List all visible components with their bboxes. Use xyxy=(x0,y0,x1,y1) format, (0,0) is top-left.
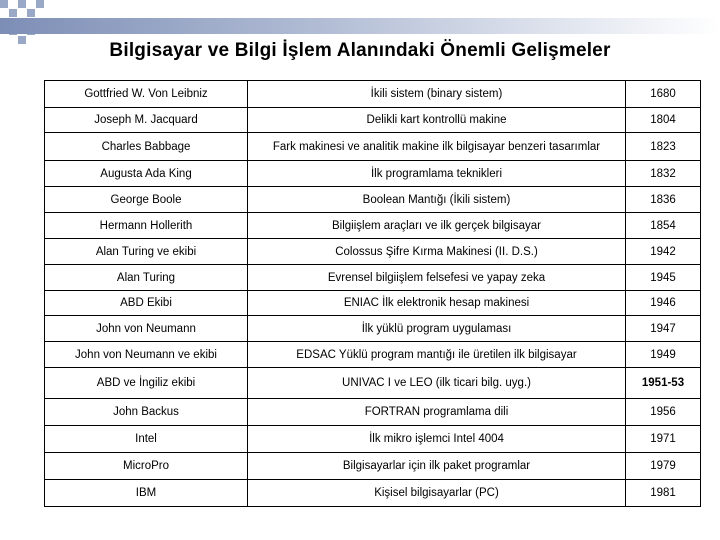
person-cell: John Backus xyxy=(45,399,248,426)
event-cell: İkili sistem (binary sistem) xyxy=(248,81,626,108)
event-cell: İlk yüklü program uygulaması xyxy=(248,316,626,342)
person-cell: Charles Babbage xyxy=(45,133,248,161)
person-cell: Hermann Hollerith xyxy=(45,213,248,239)
event-cell: Colossus Şifre Kırma Makinesi (II. D.S.) xyxy=(248,239,626,265)
person-cell: Alan Turing xyxy=(45,265,248,291)
event-cell: İlk mikro işlemci Intel 4004 xyxy=(248,426,626,453)
event-cell: ENIAC İlk elektronik hesap makinesi xyxy=(248,291,626,316)
table-row xyxy=(45,213,701,239)
table-row xyxy=(45,133,701,161)
person-cell: John von Neumann xyxy=(45,316,248,342)
year-cell: 1823 xyxy=(626,133,701,161)
event-cell: Bilgisayarlar için ilk paket programlar xyxy=(248,453,626,480)
event-cell: Fark makinesi ve analitik makine ilk bilgisayar benzeri tasarımlar xyxy=(248,133,626,161)
event-cell: Kişisel bilgisayarlar (PC) xyxy=(248,480,626,507)
person-cell: George Boole xyxy=(45,187,248,213)
table-row xyxy=(45,239,701,265)
milestones-table xyxy=(44,80,701,507)
year-cell: 1979 xyxy=(626,453,701,480)
event-cell: Evrensel bilgiişlem felsefesi ve yapay zeka xyxy=(248,265,626,291)
year-cell: 1804 xyxy=(626,108,701,133)
year-cell: 1951-53 xyxy=(626,368,701,399)
table-row xyxy=(45,316,701,342)
person-cell: ABD Ekibi xyxy=(45,291,248,316)
grid-square xyxy=(36,0,44,8)
event-cell: Bilgiişlem araçları ve ilk gerçek bilgisayar xyxy=(248,213,626,239)
table-row xyxy=(45,480,701,507)
event-cell: FORTRAN programlama dili xyxy=(248,399,626,426)
person-cell: MicroPro xyxy=(45,453,248,480)
table-row xyxy=(45,453,701,480)
year-cell: 1956 xyxy=(626,399,701,426)
table-row xyxy=(45,187,701,213)
grid-square xyxy=(9,9,17,17)
event-cell: İlk programlama teknikleri xyxy=(248,161,626,187)
person-cell: Joseph M. Jacquard xyxy=(45,108,248,133)
grid-square xyxy=(27,9,35,17)
event-cell: Boolean Mantığı (İkili sistem) xyxy=(248,187,626,213)
table-row xyxy=(45,368,701,399)
person-cell: John von Neumann ve ekibi xyxy=(45,342,248,368)
year-cell: 1947 xyxy=(626,316,701,342)
event-cell: EDSAC Yüklü program mantığı ile üretilen ilk bilgisayar xyxy=(248,342,626,368)
table-row xyxy=(45,161,701,187)
table-row xyxy=(45,426,701,453)
event-cell: Delikli kart kontrollü makine xyxy=(248,108,626,133)
table-row xyxy=(45,342,701,368)
year-cell: 1945 xyxy=(626,265,701,291)
person-cell: IBM xyxy=(45,480,248,507)
year-cell: 1832 xyxy=(626,161,701,187)
person-cell: ABD ve İngiliz ekibi xyxy=(45,368,248,399)
table-row xyxy=(45,291,701,316)
table-row xyxy=(45,265,701,291)
table-row xyxy=(45,399,701,426)
person-cell: Gottfried W. Von Leibniz xyxy=(45,81,248,108)
page-title: Bilgisayar ve Bilgi İşlem Alanındaki Önemli Gelişmeler xyxy=(109,40,611,61)
person-cell: Intel xyxy=(45,426,248,453)
table-row xyxy=(45,108,701,133)
event-cell: UNIVAC I ve LEO (ilk ticari bilg. uyg.) xyxy=(248,368,626,399)
grid-square xyxy=(18,0,26,8)
year-cell: 1971 xyxy=(626,426,701,453)
grid-square xyxy=(0,0,8,8)
table-row xyxy=(45,81,701,108)
person-cell: Alan Turing ve ekibi xyxy=(45,239,248,265)
year-cell: 1836 xyxy=(626,187,701,213)
year-cell: 1981 xyxy=(626,480,701,507)
person-cell: Augusta Ada King xyxy=(45,161,248,187)
year-cell: 1680 xyxy=(626,81,701,108)
year-cell: 1854 xyxy=(626,213,701,239)
year-cell: 1946 xyxy=(626,291,701,316)
header-gradient-band xyxy=(0,18,720,34)
year-cell: 1942 xyxy=(626,239,701,265)
year-cell: 1949 xyxy=(626,342,701,368)
